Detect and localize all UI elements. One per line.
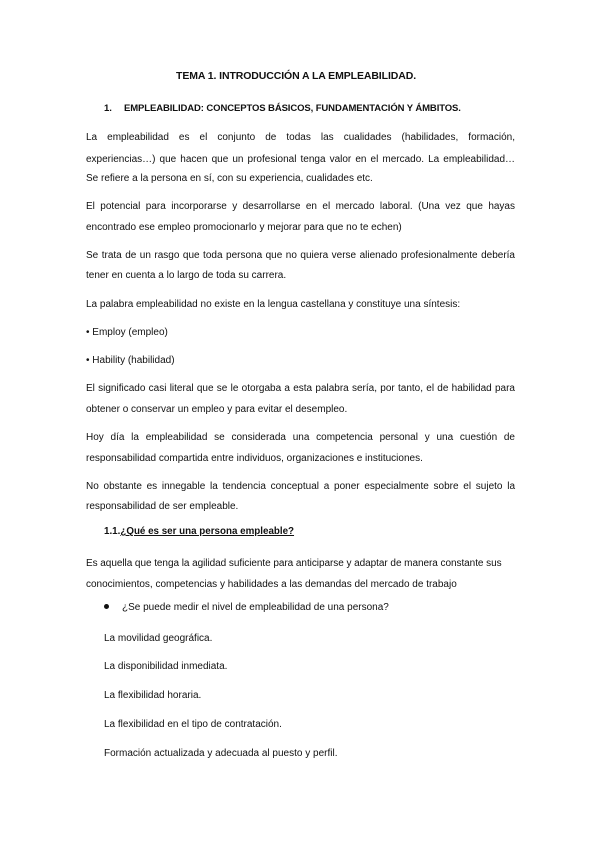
section-heading: EMPLEABILIDAD: CONCEPTOS BÁSICOS, FUNDAMENTACIÓN Y ÁMBITOS. — [124, 103, 461, 114]
paragraph-line: Es aquella que tenga la agilidad suficiente para anticiparse y adaptar de manera constante sus — [86, 558, 502, 569]
paragraph-line: tener en cuenta a lo largo de toda su carrera. — [86, 270, 287, 281]
list-item: La disponibilidad inmediata. — [104, 661, 228, 672]
paragraph-line: El potencial para incorporarse y desarrollarse en el mercado laboral. (Una vez que hayas — [86, 201, 515, 212]
subsection-number: 1.1. — [104, 526, 121, 537]
list-item: • Hability (habilidad) — [86, 355, 175, 366]
list-item: La flexibilidad en el tipo de contratación. — [104, 719, 282, 730]
paragraph-line: Hoy día la empleabilidad se considerada una competencia personal y una cuestión de — [86, 432, 515, 443]
section-number: 1. — [104, 103, 112, 114]
subsection-heading — [104, 525, 294, 538]
paragraph-line: La empleabilidad es el conjunto de todas las cualidades (habilidades, formación, — [86, 132, 515, 143]
document-title: TEMA 1. INTRODUCCIÓN A LA EMPLEABILIDAD. — [176, 70, 417, 82]
paragraph-line: conocimientos, competencias y habilidades a las demandas del mercado de trabajo — [86, 579, 457, 590]
paragraph-line: No obstante es innegable la tendencia conceptual a poner especialmente sobre el sujeto la — [86, 481, 515, 492]
paragraph-line: responsabilidad de ser empleable. — [86, 501, 239, 512]
list-item: La movilidad geográfica. — [104, 633, 213, 644]
list-item: Formación actualizada y adecuada al puesto y perfil. — [104, 748, 338, 759]
bullet-question: ¿Se puede medir el nivel de empleabilidad de una persona? — [122, 602, 389, 613]
paragraph-line: Se trata de un rasgo que toda persona que no quiera verse alienado profesionalmente debería — [86, 250, 515, 261]
list-item: • Employ (empleo) — [86, 327, 168, 338]
bullet-icon — [104, 604, 109, 609]
paragraph-line: experiencias…) que hacen que un profesional tenga valor en el mercado. La empleabilidad… — [86, 154, 515, 165]
paragraph-line: La palabra empleabilidad no existe en la lengua castellana y constituye una síntesis: — [86, 299, 461, 310]
subsection-title: ¿Qué es ser una persona empleable? — [120, 526, 295, 537]
paragraph-line: El significado casi literal que se le otorgaba a esta palabra sería, por tanto, el de habilidad para — [86, 383, 515, 394]
paragraph-line: responsabilidad compartida entre individuos, organizaciones e instituciones. — [86, 453, 423, 464]
paragraph-line: obtener o conservar un empleo y para evitar el desempleo. — [86, 404, 348, 415]
paragraph-line: encontrado ese empleo promocionarlo y mejorar para que no te echen) — [86, 222, 402, 233]
list-item: La flexibilidad horaria. — [104, 690, 202, 701]
paragraph-line: Se refiere a la persona en sí, con su experiencia, cualidades etc. — [86, 173, 373, 184]
